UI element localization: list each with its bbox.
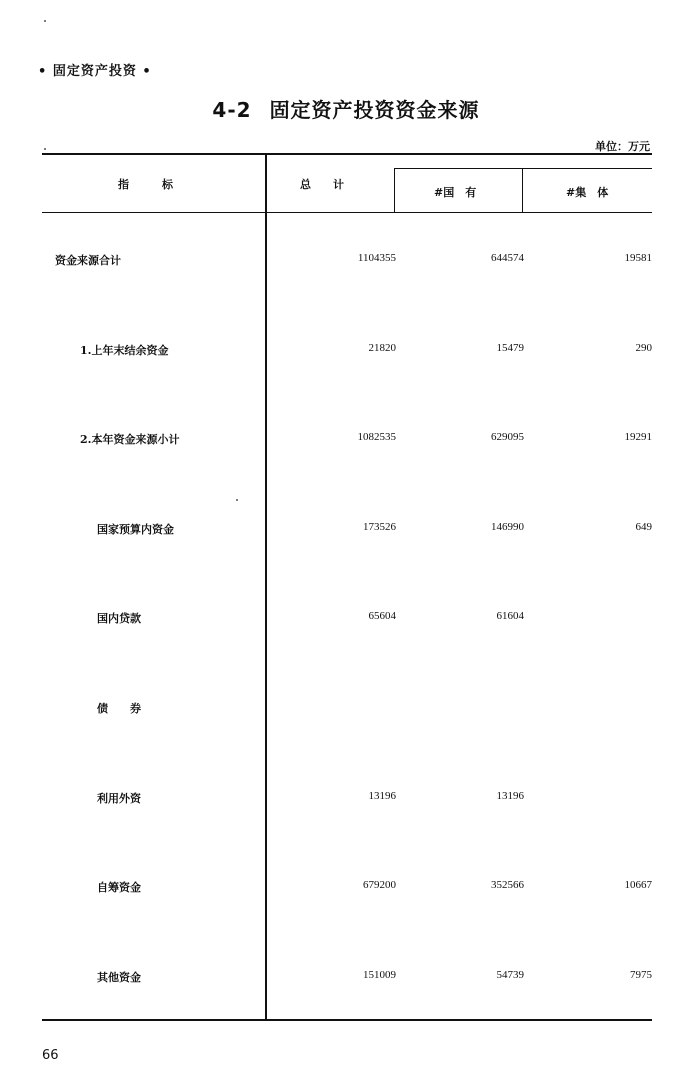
header-total: 总 计 xyxy=(300,178,344,191)
cell-total: 13196 xyxy=(368,790,396,802)
stub-column-divider xyxy=(265,153,267,1020)
cell-state: 15479 xyxy=(496,342,524,354)
unit-label: 单位：万元 xyxy=(595,140,650,153)
scan-speck xyxy=(44,20,46,22)
cell-state: 61604 xyxy=(496,610,524,622)
cell-state: 54739 xyxy=(496,969,524,981)
cell-state: 644574 xyxy=(491,252,524,264)
cell-collective: 10667 xyxy=(624,879,652,891)
row-label: 2.本年资金来源小计 xyxy=(80,433,180,446)
row-label: 1.上年末结余资金 xyxy=(80,344,169,357)
cell-total: 21820 xyxy=(368,342,396,354)
cell-total: 1104355 xyxy=(357,252,396,264)
cell-total: 151009 xyxy=(363,969,396,981)
cell-total: 679200 xyxy=(363,879,396,891)
row-label: 利用外资 xyxy=(97,792,141,805)
header-collective: #集 体 xyxy=(566,186,609,199)
row-label: 自筹资金 xyxy=(97,881,141,894)
cell-collective: 290 xyxy=(635,342,652,354)
header-state-owned: #国 有 xyxy=(434,186,477,199)
cell-collective: 649 xyxy=(635,521,652,533)
cell-collective: 7975 xyxy=(630,969,652,981)
table-number: 4-2 xyxy=(212,98,252,122)
row-label: 国家预算内资金 xyxy=(97,523,174,536)
header-indicator: 指 标 xyxy=(118,178,173,191)
scan-speck xyxy=(236,499,238,501)
table-title-text: 固定资产投资资金来源 xyxy=(269,98,480,122)
header-divider xyxy=(394,168,395,213)
subheader-rule xyxy=(394,168,652,169)
page-number: 66 xyxy=(42,1048,59,1063)
cell-state: 629095 xyxy=(491,431,524,443)
table-top-rule xyxy=(42,153,652,155)
header-divider xyxy=(522,168,523,213)
cell-total: 65604 xyxy=(368,610,396,622)
cell-state: 146990 xyxy=(491,521,524,533)
row-label: 其他资金 xyxy=(97,971,141,984)
section-tag: • 固定资产投资 • xyxy=(38,64,152,79)
row-label: 国内贷款 xyxy=(97,612,141,625)
cell-state: 13196 xyxy=(496,790,524,802)
cell-collective: 19291 xyxy=(624,431,652,443)
header-bottom-rule xyxy=(42,212,652,213)
cell-state: 352566 xyxy=(491,879,524,891)
scan-speck xyxy=(44,148,46,150)
cell-total: 1082535 xyxy=(357,431,396,443)
table-title xyxy=(0,94,692,123)
cell-total: 173526 xyxy=(363,521,396,533)
row-label: 资金来源合计 xyxy=(55,254,121,267)
row-label: 债 券 xyxy=(97,702,141,715)
table-bottom-rule xyxy=(42,1019,652,1021)
cell-collective: 19581 xyxy=(624,252,652,264)
